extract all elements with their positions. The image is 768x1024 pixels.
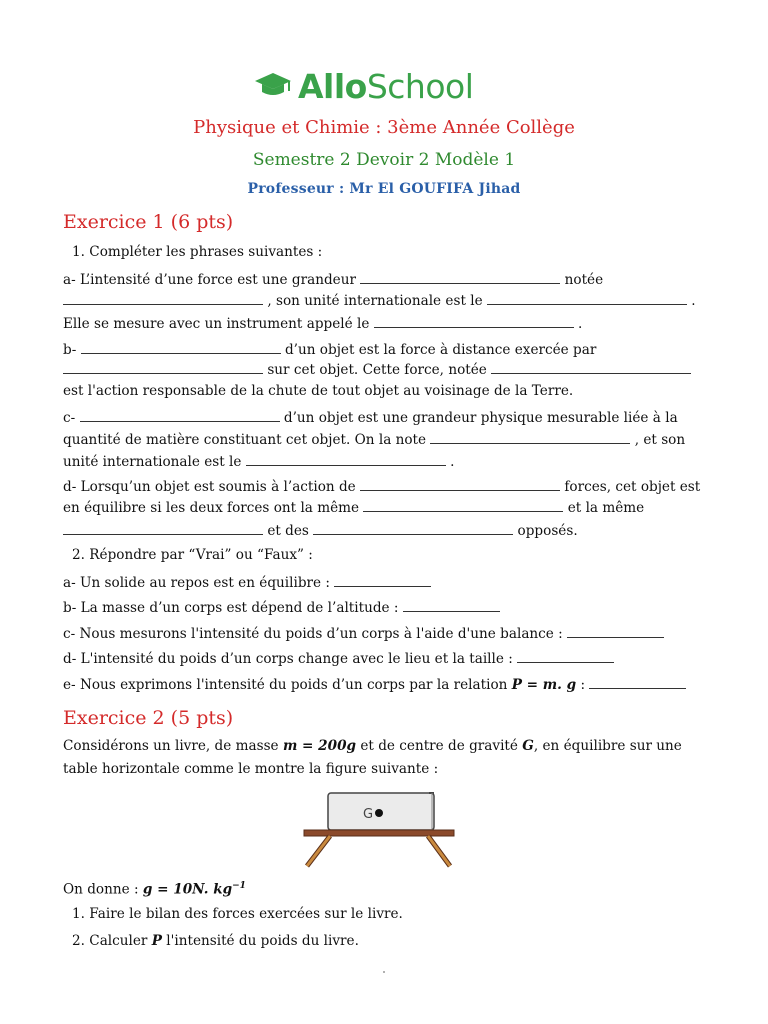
ex1-line-d3: et des opposés. [63,523,578,539]
blank-field[interactable] [360,479,560,491]
blank-field[interactable] [63,362,263,374]
ex1-question-2: 2. Répondre par “Vrai” ou “Faux” : [72,547,313,563]
book-on-table-figure [300,790,460,872]
blank-field[interactable] [360,272,560,284]
ex1-line-d2: en équilibre si les deux forces ont la même et la même [63,500,645,516]
ex1-line-b1: b- d’un objet est la force à distance exercée par [63,342,597,358]
blank-field[interactable] [487,293,687,305]
graduation-cap-icon [254,71,292,101]
ex1-line-a1: a- L’intensité d’une force est une grandeur notée [63,272,604,288]
ex1-line-b3: est l'action responsable de la chute de tout objet au voisinage de la Terre. [63,383,574,399]
exercise-2-title: Exercice 2 (5 pts) [63,707,234,729]
ex1-line-b2: sur cet objet. Cette force, notée [63,362,691,378]
ex1-line-a3: Elle se mesure avec un instrument appelé le . [63,316,583,332]
blank-field[interactable] [80,410,280,422]
alloschool-logo[interactable] [254,66,473,106]
document-subtitle: Semestre 2 Devoir 2 Modèle 1 [252,150,516,170]
blank-field[interactable] [246,454,446,466]
true-false-item: d- L'intensité du poids d’un corps change avec le lieu et la taille : [63,651,614,667]
ex1-line-c1: c- d’un objet est une grandeur physique mesurable liée à la [63,410,678,426]
true-false-item: b- La masse d’un corps est dépend de l’altitude : [63,600,500,616]
blank-field[interactable] [81,342,281,354]
blank-field[interactable] [313,523,513,535]
ex1-line-a2: , son unité internationale est le . [63,293,696,309]
answer-field[interactable] [334,575,431,587]
page-mark [383,971,385,973]
teacher-name: Professeur : Mr El GOUFIFA Jihad [247,181,521,197]
exercise-1-title: Exercice 1 (6 pts) [63,211,234,233]
true-false-item: a- Un solide au repos est en équilibre : [63,575,431,591]
answer-field[interactable] [403,600,500,612]
ex1-line-d1: d- Lorsqu’un objet est soumis à l’action de forces, cet objet est [63,479,701,495]
ex2-given: On donne : g = 10N. $kg^{-1}$ [63,881,246,898]
blank-field[interactable] [63,293,263,305]
true-false-item: c- Nous mesurons l'intensité du poids d’un corps à l'aide d'une balance : [63,626,664,642]
ex2-question-2: 2. Calculer P l'intensité du poids du livre. [72,933,359,949]
ex2-question-1: 1. Faire le bilan des forces exercées sur le livre. [72,906,403,922]
table-top [304,830,454,836]
document-title: Physique et Chimie : 3ème Année Collège [193,117,575,138]
blank-field[interactable] [430,432,630,444]
ex2-line-2: table horizontale comme le montre la figure suivante : [63,761,439,777]
logo-text: AlloSchool [298,66,474,106]
ex2-line-1: Considérons un livre, de masse m = 200g et de centre de gravité G, en équilibre sur une [63,738,682,754]
blank-field[interactable] [63,523,263,535]
ex1-line-c2: quantité de matière constituant cet objet. On la note , et son [63,432,686,448]
blank-field[interactable] [363,500,563,512]
true-false-item: e- Nous exprimons l'intensité du poids d’un corps par la relation P = m. g : [63,677,686,693]
center-of-gravity-label: G [363,807,374,822]
answer-field[interactable] [589,677,686,689]
center-of-gravity-dot [375,809,383,817]
blank-field[interactable] [491,362,691,374]
answer-field[interactable] [517,651,614,663]
ex1-line-c3: unité internationale est le . [63,454,455,470]
ex1-question-1: 1. Compléter les phrases suivantes : [72,244,323,260]
answer-field[interactable] [567,626,664,638]
blank-field[interactable] [374,316,574,328]
